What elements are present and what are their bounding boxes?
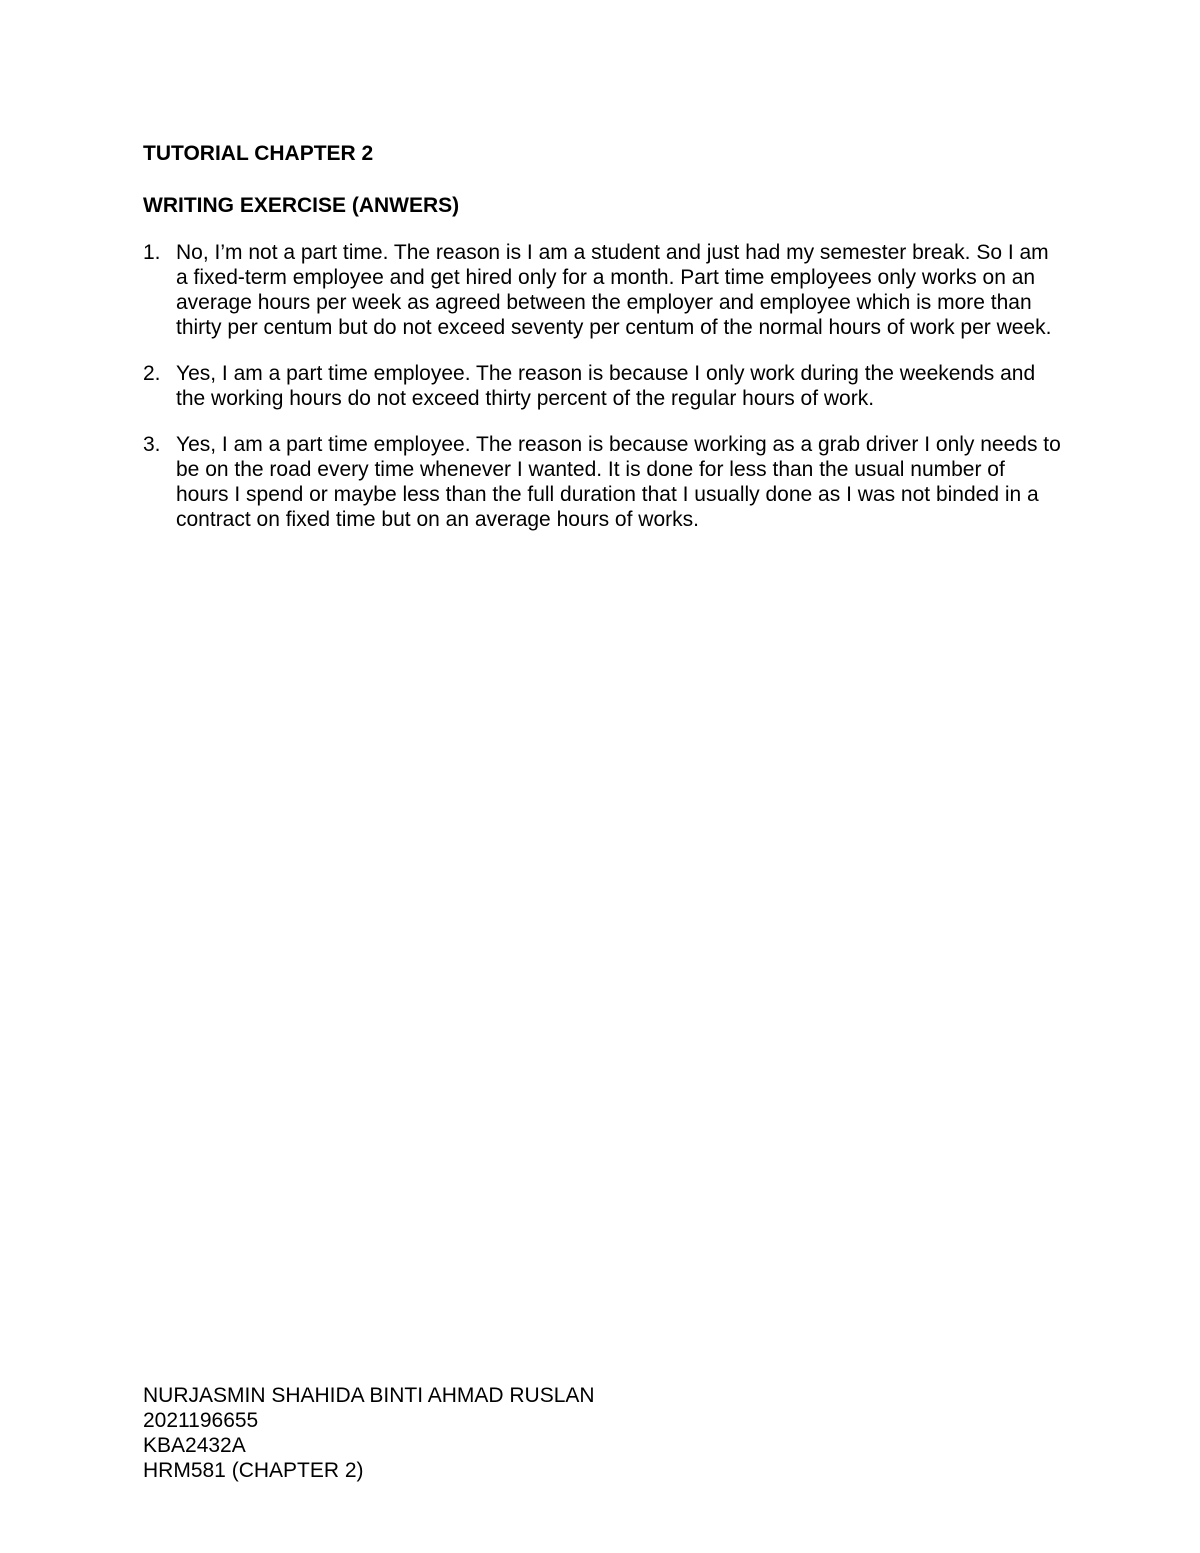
student-id: 2021196655 bbox=[143, 1409, 259, 1432]
answer-number: 3. bbox=[143, 433, 161, 456]
answer-text: No, I’m not a part time. The reason is I am a student and just had my semester break. So I am a fixed-term employee and get hired only for a month. Part time employees only works on an average hours per week as agreed between the employer and employee which is more than thirty per centum but do not exceed seventy per centum of the normal hours of work per week. bbox=[176, 241, 1052, 339]
answer-number: 1. bbox=[143, 241, 161, 264]
class-group: KBA2432A bbox=[143, 1434, 246, 1457]
answer-item-1 bbox=[143, 240, 1063, 340]
document-subtitle: WRITING EXERCISE (ANWERS) bbox=[143, 194, 460, 217]
document-title: TUTORIAL CHAPTER 2 bbox=[143, 142, 374, 165]
answer-number: 2. bbox=[143, 362, 161, 385]
answer-text: Yes, I am a part time employee. The reason is because working as a grab driver I only needs to be on the road every time whenever I wanted. It is done for less than the usual number of hours I spend or maybe less than the full duration that I usually done as I was not binded in a contract on fixed time but on an average hours of works. bbox=[176, 433, 1061, 531]
answer-list bbox=[143, 240, 1063, 553]
student-name: NURJASMIN SHAHIDA BINTI AHMAD RUSLAN bbox=[143, 1384, 595, 1407]
answer-item-3 bbox=[143, 432, 1063, 532]
answer-text: Yes, I am a part time employee. The reason is because I only work during the weekends and the working hours do not exceed thirty percent of the regular hours of work. bbox=[176, 362, 1036, 410]
answer-item-2 bbox=[143, 361, 1063, 411]
student-info bbox=[143, 1383, 595, 1483]
course-code: HRM581 (CHAPTER 2) bbox=[143, 1459, 364, 1482]
